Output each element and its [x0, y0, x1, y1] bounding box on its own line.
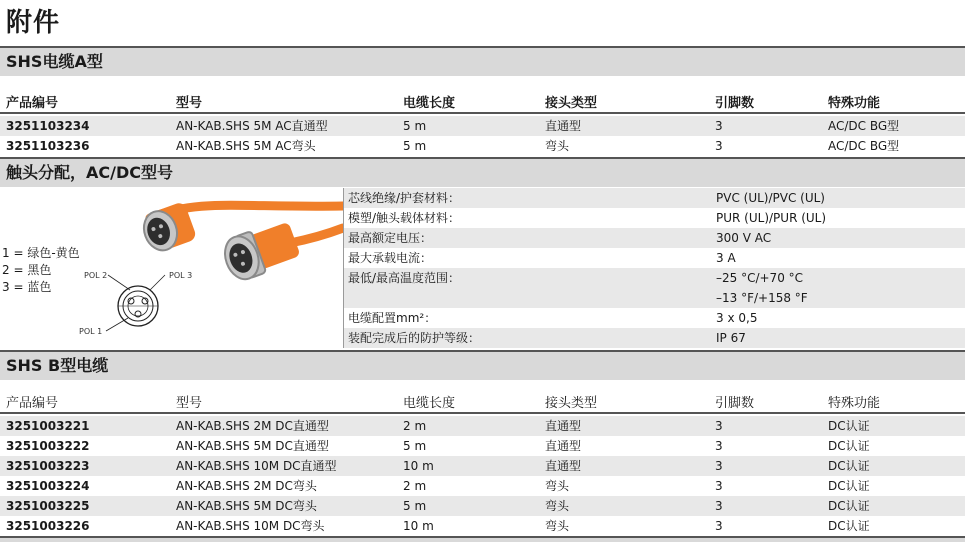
connector-type: 直通型 — [545, 439, 582, 453]
spec-value: 3 x 0,5 — [716, 311, 758, 325]
pol-3-label: POL 3 — [169, 271, 193, 280]
connector-type: 弯头 — [545, 479, 570, 493]
legend-pin-3: 3 = 蓝色 — [2, 280, 52, 294]
spec-label: 模塑/触头载体材料： — [348, 211, 461, 225]
section-title-cable-b: SHS B型电缆 — [0, 350, 965, 380]
spec-row — [343, 288, 965, 308]
section-title-cable-a: SHS电缆A型 — [0, 46, 965, 76]
model: AN-KAB.SHS 5M DC直通型 — [176, 439, 329, 453]
connector-type: 弯头 — [545, 499, 570, 513]
cable-length: 2 m — [403, 419, 427, 433]
model: AN-KAB.SHS 2M DC弯头 — [176, 479, 317, 493]
spec-label: 最低/最高温度范围： — [348, 271, 461, 285]
pol-2-label: POL 2 — [84, 271, 108, 280]
spec-value: PVC (UL)/PVC (UL) — [716, 191, 825, 205]
cable-length: 5 m — [403, 139, 427, 153]
part-number: 3251003222 — [6, 439, 90, 453]
spec-row — [343, 228, 965, 248]
header-pin-count: 引脚数 — [715, 96, 755, 111]
header-cable-length: 电缆长度 — [403, 96, 456, 111]
bottom-divider — [0, 536, 965, 542]
part-number: 3251003226 — [6, 519, 90, 533]
pin-count: 3 — [715, 459, 723, 473]
pin-count: 3 — [715, 119, 723, 133]
spec-value: PUR (UL)/PUR (UL) — [716, 211, 827, 225]
pin-count: 3 — [715, 439, 723, 453]
cable-length: 5 m — [403, 119, 427, 133]
part-number: 3251003224 — [6, 479, 90, 493]
pin-assignment-panel — [0, 188, 343, 348]
table-row — [0, 496, 965, 516]
pol-1-label: POL 1 — [79, 327, 103, 336]
table-b-header — [0, 384, 965, 414]
legend-pin-1: 1 = 绿色-黄色 — [2, 246, 80, 260]
legend-pin-2: 2 = 黑色 — [2, 263, 52, 277]
pin-color-legend — [2, 245, 80, 296]
model: AN-KAB.SHS 5M DC弯头 — [176, 499, 317, 513]
connector-type: 直通型 — [545, 419, 582, 433]
spec-value: IP 67 — [716, 331, 746, 345]
pin-count: 3 — [715, 479, 723, 493]
connector-type: 直通型 — [545, 119, 582, 133]
model: AN-KAB.SHS 10M DC弯头 — [176, 519, 325, 533]
special-function: AC/DC BG型 — [828, 119, 900, 133]
spec-row — [343, 248, 965, 268]
part-number: 3251103234 — [6, 119, 90, 133]
header-connector-type: 接头类型 — [545, 396, 598, 411]
table-a-header — [0, 84, 965, 114]
part-number: 3251003221 — [6, 419, 90, 433]
spec-row — [343, 268, 965, 288]
cable-length: 5 m — [403, 499, 427, 513]
table-row — [0, 516, 965, 536]
spec-value: –25 °C/+70 °C — [716, 271, 804, 285]
spec-table — [343, 188, 965, 348]
table-row — [0, 456, 965, 476]
table-row — [0, 136, 965, 156]
header-cable-length: 电缆长度 — [403, 396, 456, 411]
pin-count: 3 — [715, 499, 723, 513]
spec-value: 300 V AC — [716, 231, 772, 245]
special-function: DC认证 — [828, 499, 870, 513]
connector-type: 直通型 — [545, 459, 582, 473]
header-pin-count: 引脚数 — [715, 396, 755, 411]
model: AN-KAB.SHS 5M AC直通型 — [176, 119, 328, 133]
spec-label: 芯线绝缘/护套材料： — [348, 191, 461, 205]
part-number: 3251003223 — [6, 459, 90, 473]
header-part-number: 产品编号 — [6, 96, 59, 111]
model: AN-KAB.SHS 2M DC直通型 — [176, 419, 329, 433]
pin-count: 3 — [715, 419, 723, 433]
table-row — [0, 116, 965, 136]
special-function: DC认证 — [828, 459, 870, 473]
header-connector-type: 接头类型 — [545, 96, 598, 111]
spec-row — [343, 208, 965, 228]
part-number: 3251103236 — [6, 139, 90, 153]
model: AN-KAB.SHS 5M AC弯头 — [176, 139, 316, 153]
table-row — [0, 416, 965, 436]
special-function: DC认证 — [828, 479, 870, 493]
header-special-function: 特殊功能 — [828, 396, 881, 411]
table-row — [0, 476, 965, 496]
table-row — [0, 436, 965, 456]
special-function: DC认证 — [828, 519, 870, 533]
section-title-pin-assignment: 触头分配，AC/DC型号 — [0, 157, 965, 187]
connector-type: 弯头 — [545, 519, 570, 533]
spec-label: 装配完成后的防护等级： — [348, 331, 481, 345]
header-part-number: 产品编号 — [6, 396, 59, 411]
spec-value: –13 °F/+158 °F — [716, 291, 808, 305]
special-function: DC认证 — [828, 419, 870, 433]
header-special-function: 特殊功能 — [828, 96, 881, 111]
model: AN-KAB.SHS 10M DC直通型 — [176, 459, 337, 473]
spec-row — [343, 328, 965, 348]
spec-row — [343, 308, 965, 328]
cable-length: 2 m — [403, 479, 427, 493]
special-function: AC/DC BG型 — [828, 139, 900, 153]
spec-value: 3 A — [716, 251, 736, 265]
spec-row — [343, 188, 965, 208]
connector-type: 弯头 — [545, 139, 570, 153]
spec-label: 最大承载电流： — [348, 251, 433, 265]
page-title: 附件 — [6, 8, 61, 38]
cable-length: 10 m — [403, 519, 434, 533]
header-model: 型号 — [176, 396, 203, 411]
cable-length: 5 m — [403, 439, 427, 453]
cable-length: 10 m — [403, 459, 434, 473]
spec-label: 最高额定电压： — [348, 231, 433, 245]
pin-count: 3 — [715, 519, 723, 533]
special-function: DC认证 — [828, 439, 870, 453]
header-model: 型号 — [176, 96, 203, 111]
part-number: 3251003225 — [6, 499, 90, 513]
spec-label: 电缆配置mm²： — [348, 311, 437, 325]
pin-count: 3 — [715, 139, 723, 153]
